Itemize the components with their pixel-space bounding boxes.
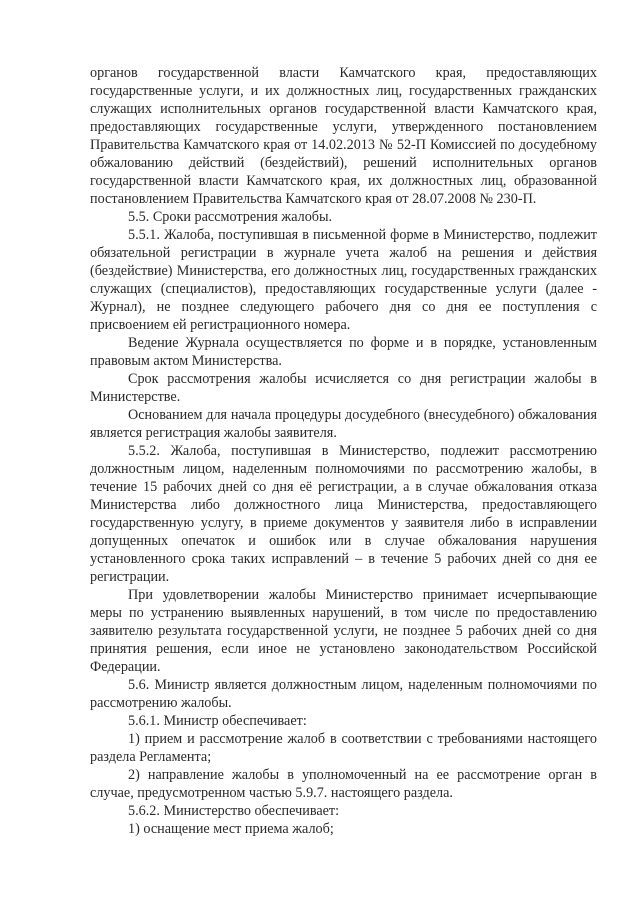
paragraph-5-5-1: 5.5.1. Жалоба, поступившая в письменной форме в Министерство, подлежит обязательной регистрации в журнале учета жалоб на решения и действия (бездействие) Министерства, его должностных лиц, государственных гражданских служащих (специалистов), предоставляющих государственные услуги (далее - Журнал), не позднее следующего рабочего дня со дня ее поступления с присвоением ей регистрационного номера. xyxy=(90,227,597,333)
list-item-2: 2) направление жалобы в уполномоченный на ее рассмотрение орган в случае, предусмотренном частью 5.9.7. настоящего раздела. xyxy=(90,767,597,801)
section-heading-5-5: 5.5. Сроки рассмотрения жалобы. xyxy=(128,209,333,225)
paragraph-term: Срок рассмотрения жалобы исчисляется со дня регистрации жалобы в Министерстве. xyxy=(90,371,597,405)
paragraph-basis: Основанием для начала процедуры досудебного (внесудебного) обжалования является регистрация жалобы заявителя. xyxy=(90,407,597,441)
paragraph-5-6-2: 5.6.2. Министерство обеспечивает: xyxy=(128,803,340,819)
list-item-1: 1) прием и рассмотрение жалоб в соответствии с требованиями настоящего раздела Регламента; xyxy=(90,731,597,765)
paragraph-5-5-2: 5.5.2. Жалоба, поступившая в Министерство, подлежит рассмотрению должностным лицом, наделенным полномочиями по рассмотрению жалобы, в течение 15 рабочих дней со дня её регистрации, а в случае обжалования отказа Министерства либо должностного лица Министерства, предоставляющего государственную услугу, в приеме документов у заявителя либо в исправлении допущенных опечаток и ошибок или в случае обжалования нарушения установленного срока таких исправлений – в течение 5 рабочих дней со дня ее регистрации. xyxy=(90,443,597,585)
paragraph-5-6-1: 5.6.1. Министр обеспечивает: xyxy=(128,713,307,729)
paragraph-5-6: 5.6. Министр является должностным лицом, наделенным полномочиями по рассмотрению жалобы. xyxy=(90,677,597,711)
paragraph-journal: Ведение Журнала осуществляется по форме и в порядке, установленным правовым актом Министерства. xyxy=(90,335,597,369)
list-item-equipment: 1) оснащение мест приема жалоб; xyxy=(128,821,334,837)
paragraph-satisfaction: При удовлетворении жалобы Министерство принимает исчерпывающие меры по устранению выявленных нарушений, в том числе по предоставлению заявителю результата государственной услуги, не позднее 5 рабочих дней со дня принятия решения, если иное не установлено законодательством Российской Федерации. xyxy=(90,587,597,675)
document-body xyxy=(90,64,597,838)
paragraph-continuation: органов государственной власти Камчатского края, предоставляющих государственные услуги, и их должностных лиц, государственных гражданских служащих исполнительных органов государственной власти Камчатского края, предоставляющих государственные услуги, утвержденного постановлением Правительства Камчатского края от 14.02.2013 № 52-П Комиссией по досудебному обжалованию действий (бездействий), решений исполнительных органов государственной власти Камчатского края, их должностных лиц, образованной постановлением Правительства Камчатского края от 28.07.2008 № 230-П. xyxy=(90,65,597,207)
